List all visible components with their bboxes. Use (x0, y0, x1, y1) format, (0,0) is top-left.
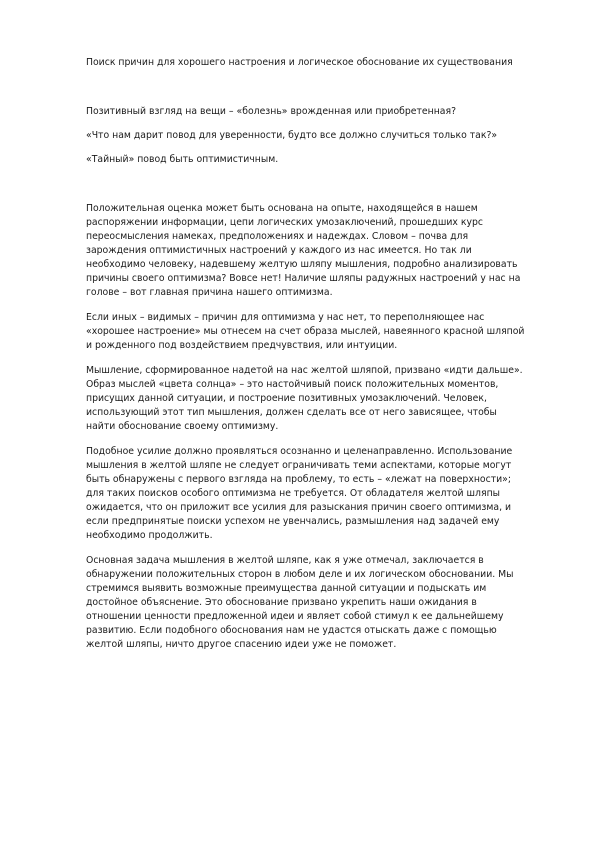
question-1: Позитивный взгляд на вещи – «болезнь» врожденная или приобретенная? (86, 106, 457, 117)
document-content (86, 56, 528, 663)
question-3: «Тайный» повод быть оптимистичным. (86, 154, 279, 165)
document-title: Поиск причин для хорошего настроения и логическое обоснование их существования (86, 57, 513, 68)
paragraph-5: Основная задача мышления в желтой шляпе, как я уже отмечал, заключается в обнаружении положительных сторон в любом деле и их логическом обосновании. Мы стремимся выявить возможные преимущества данной ситуации и подыскать им достойное объяснение. Это обоснование призвано укрепить наши ожидания в отношении ценности предложенной идеи и являет собой стимул к ее дальнейшему развитию. Если подобного обоснования нам не удастся отыскать даже с помощью желтой шляпы, ничто другое спасению идеи уже не поможет. (86, 555, 514, 650)
paragraph-1: Положительная оценка может быть основана на опыте, находящейся в нашем распоряжении информации, цепи логических умозаключений, прошедших курс переосмысления намеках, предположениях и надеждах. Словом – почва для зарождения оптимистичных настроений у каждого из нас имеется. Но так ли необходимо человеку, надевшему желтую шляпу мышления, подробно анализировать причины своего оптимизма? Вовсе нет! Наличие шляпы радужных настроений у нас на голове – вот главная причина нашего оптимизма. (86, 203, 521, 298)
paragraph-3: Мышление, сформированное надетой на нас желтой шляпой, призвано «идти дальше». Образ мыслей «цвета солнца» – это настойчивый поиск положительных моментов, присущих данной ситуации, и построение позитивных умозаключений. Человек, использующий этот тип мышления, должен сделать все от него зависящее, чтобы найти обоснование своему оптимизму. (86, 365, 523, 432)
paragraph-2: Если иных – видимых – причин для оптимизма у нас нет, то переполняющее нас «хорошее настроение» мы отнесем на счет образа мыслей, навеянного красной шляпой и рожденного под воздействием предчувствия, или интуиции. (86, 312, 525, 351)
paragraph-4: Подобное усилие должно проявляться осознанно и целенаправленно. Использование мышления в желтой шляпе не следует ограничивать теми аспектами, которые могут быть обнаружены с первого взгляда на проблему, то есть – «лежат на поверхности»; для таких поисков особого оптимизма не требуется. От обладателя желтой шляпы ожидается, что он приложит все усилия для разыскания причин своего оптимизма, и если предпринятые поиски успехом не увенчались, размышления над задачей ему необходимо продолжить. (86, 446, 513, 541)
question-2: «Что нам дарит повод для уверенности, будто все должно случиться только так?» (86, 130, 498, 141)
